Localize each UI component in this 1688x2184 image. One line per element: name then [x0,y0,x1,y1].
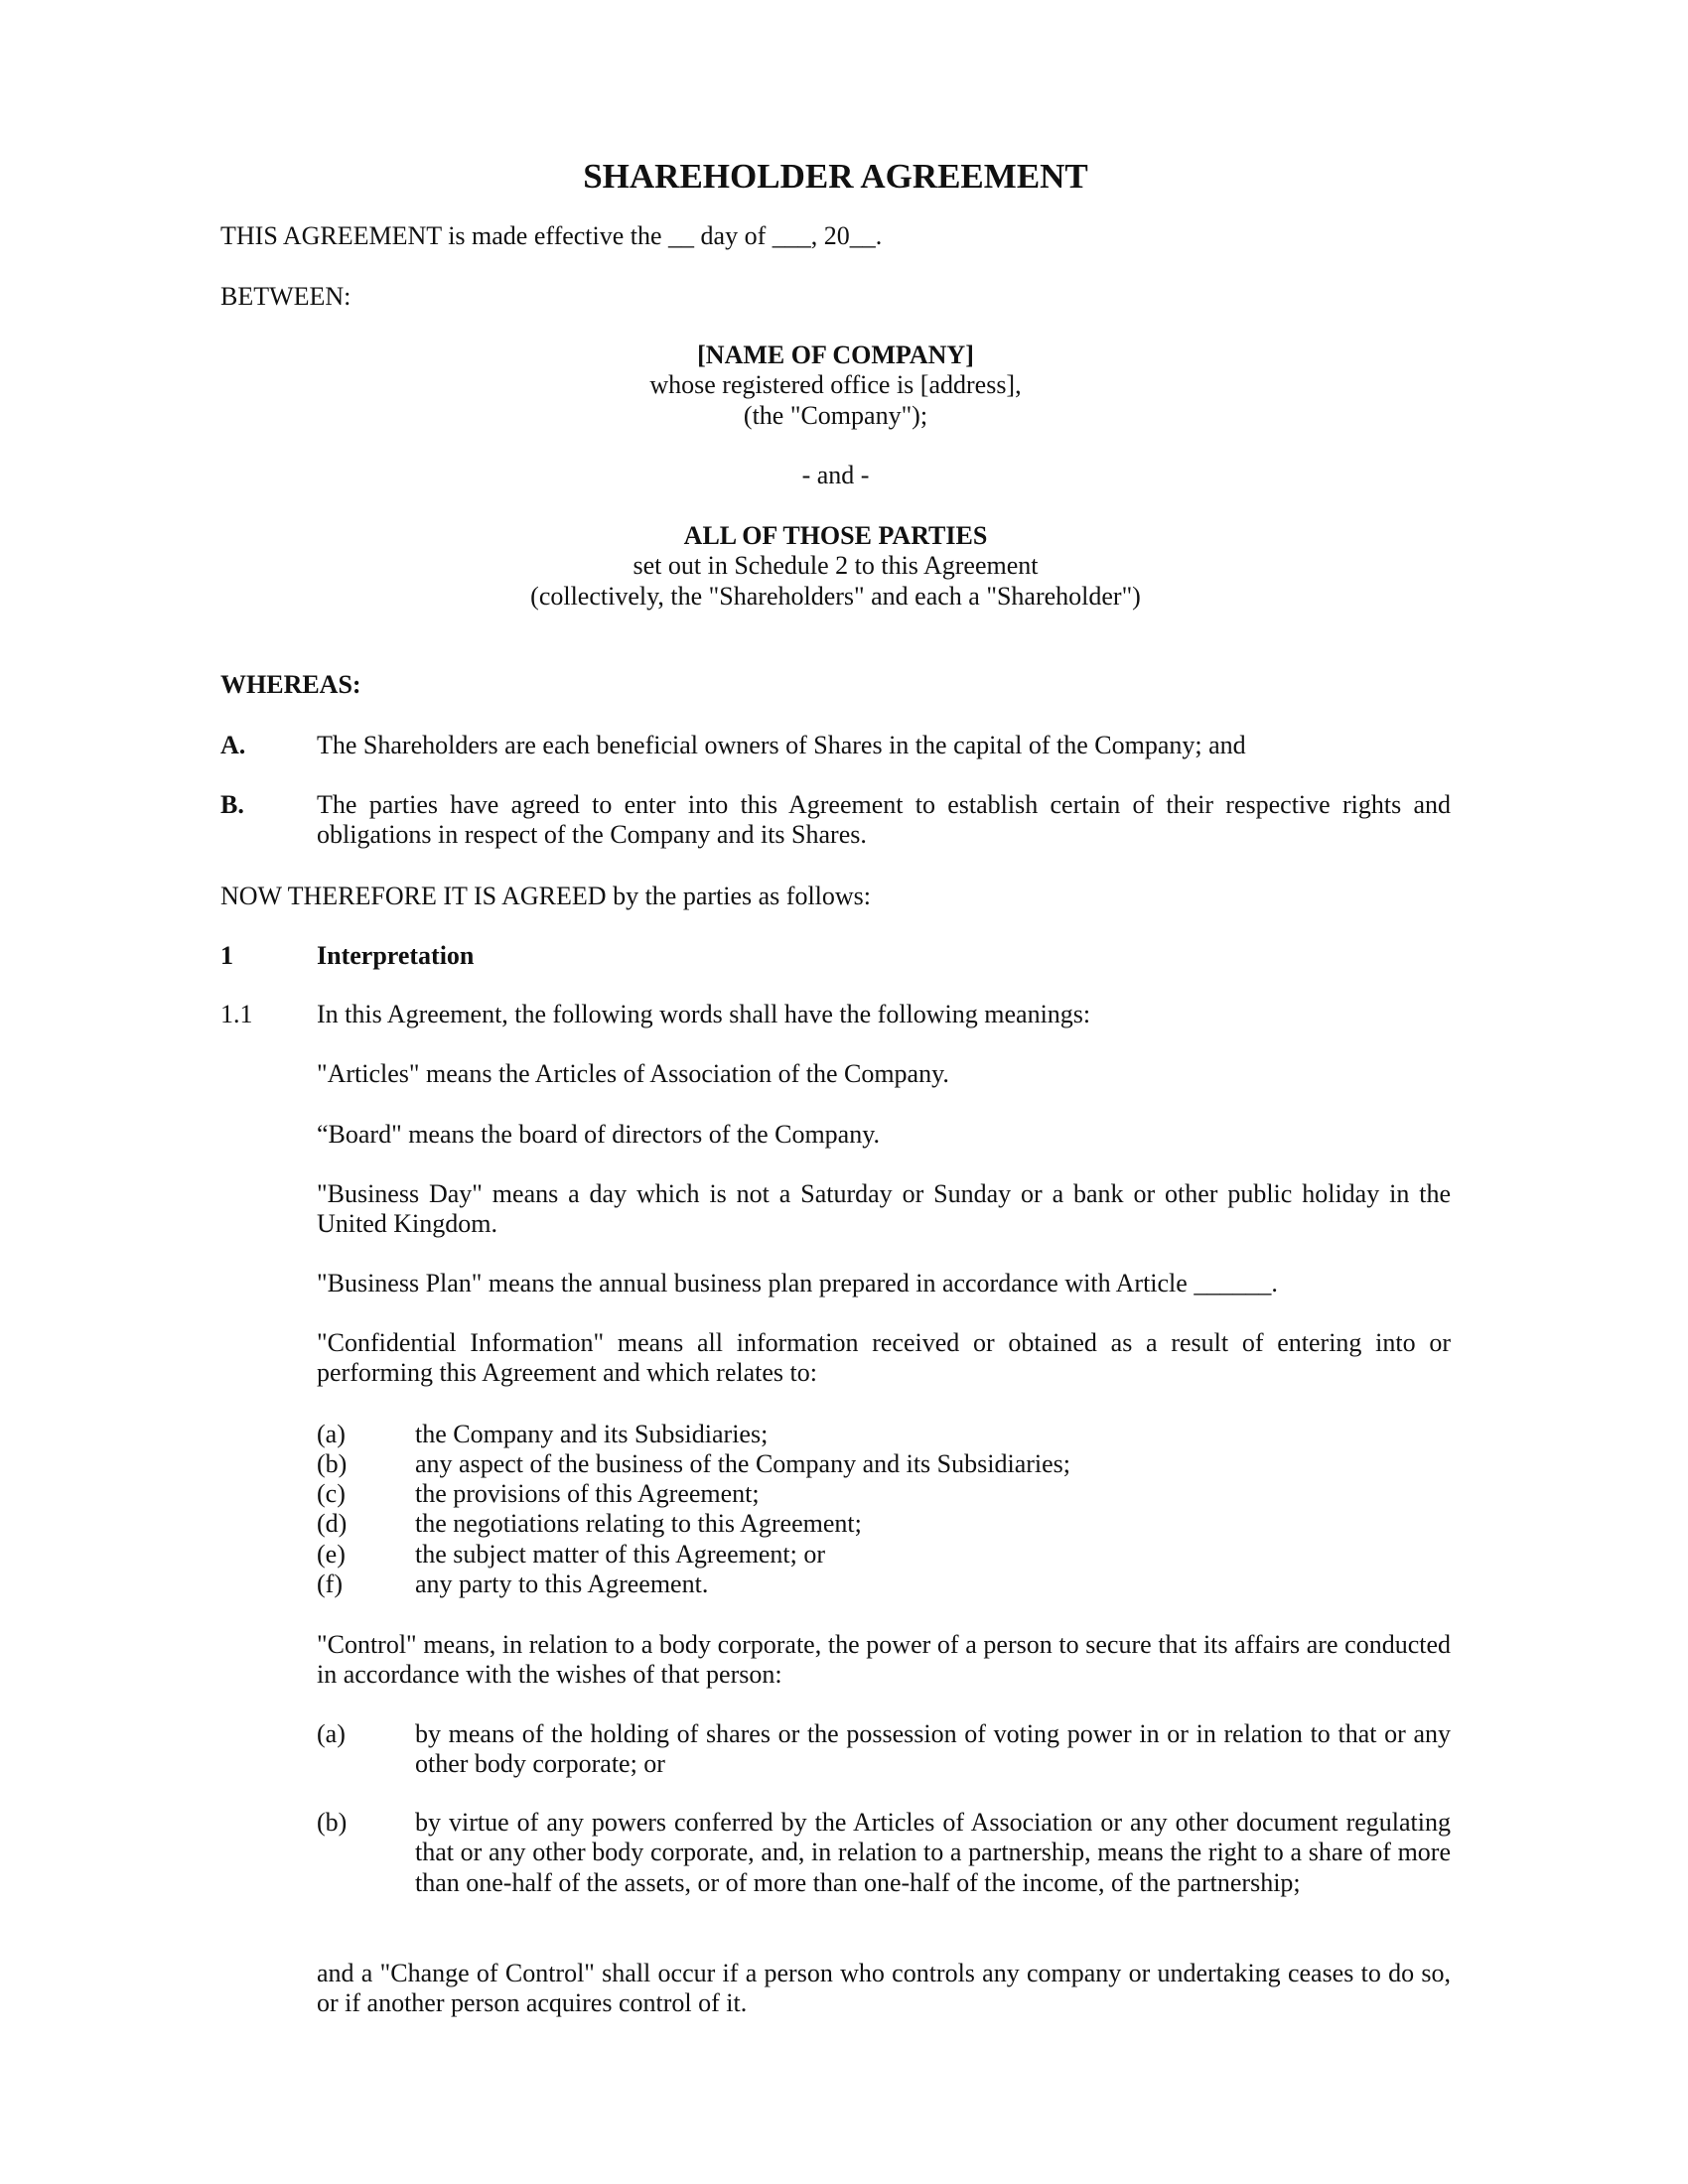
intro-line: THIS AGREEMENT is made effective the __ day of ___, 20__. [220,221,883,250]
recital-text: The parties have agreed to enter into this Agreement to establish certain of their respective rights and obligations in respect of the Company and its Shares. [317,790,1451,850]
whereas-heading: WHEREAS: [220,670,361,699]
list-text: any party to this Agreement. [415,1570,709,1598]
parties-line1: set out in Schedule 2 to this Agreement [633,551,1039,581]
definition-control: "Control" means, in relation to a body corporate, the power of a person to secure that its affairs are conducted in accordance with the wishes of that person: [317,1630,1451,1690]
definition-board: “Board" means the board of directors of the Company. [317,1120,881,1149]
list-text: the Company and its Subsidiaries; [415,1420,769,1448]
company-block [220,341,1451,431]
list-label: (b) [317,1808,348,1837]
now-therefore: NOW THEREFORE IT IS AGREED by the parties as follows: [220,882,872,910]
company-name: [NAME OF COMPANY] [697,341,974,369]
list-label: (e) [317,1540,346,1569]
definition-confidential-information: "Confidential Information" means all information received or obtained as a result of entering into or performing this Agreement and which relates to: [317,1328,1451,1388]
list-label: (a) [317,1420,346,1448]
list-text: by means of the holding of shares or the possession of voting power in or in relation to that or any other body corporate; or [415,1719,1451,1779]
section-number: 1 [220,941,233,970]
list-text: any aspect of the business of the Company and its Subsidiaries; [415,1449,1071,1478]
list-label: (b) [317,1449,348,1478]
list-text: the subject matter of this Agreement; or [415,1540,825,1569]
list-label: (c) [317,1479,346,1508]
recital-text: The Shareholders are each beneficial owners of Shares in the capital of the Company; and [317,731,1246,759]
list-label: (f) [317,1570,343,1598]
parties-block [220,521,1451,612]
section-title: Interpretation [317,941,475,970]
definition-business-day: "Business Day" means a day which is not a Saturday or Sunday or a bank or other public holiday in the United Kingdom. [317,1179,1451,1239]
between-label: BETWEEN: [220,282,352,311]
clause-number: 1.1 [220,1000,253,1028]
parties-name: ALL OF THOSE PARTIES [683,521,988,550]
document-title: SHAREHOLDER AGREEMENT [583,157,1088,196]
recital-label: B. [220,790,244,819]
company-address: whose registered office is [address], [649,370,1022,400]
list-text: the provisions of this Agreement; [415,1479,760,1508]
definition-business-plan: "Business Plan" means the annual business plan prepared in accordance with Article ______. [317,1269,1278,1297]
list-text: by virtue of any powers conferred by the Articles of Association or any other document regulating that or any other body corporate, and, in relation to a partnership, means the right to a share of more than one-half of the assets, or of more than one-half of the income, of the partnership; [415,1808,1451,1897]
list-label: (a) [317,1719,346,1748]
company-definition: (the "Company"); [743,400,928,430]
list-label: (d) [317,1509,348,1538]
definition-articles: "Articles" means the Articles of Association of the Company. [317,1059,949,1088]
definition-change-of-control: and a "Change of Control" shall occur if a person who controls any company or undertaking ceases to do so, or if another person acquires control of it. [317,1959,1451,2018]
recital-label: A. [220,731,246,759]
and-separator: - and - [801,461,870,489]
clause-text: In this Agreement, the following words shall have the following meanings: [317,1000,1091,1028]
parties-line2: (collectively, the "Shareholders" and each a "Shareholder") [530,581,1141,611]
list-text: the negotiations relating to this Agreement; [415,1509,862,1538]
